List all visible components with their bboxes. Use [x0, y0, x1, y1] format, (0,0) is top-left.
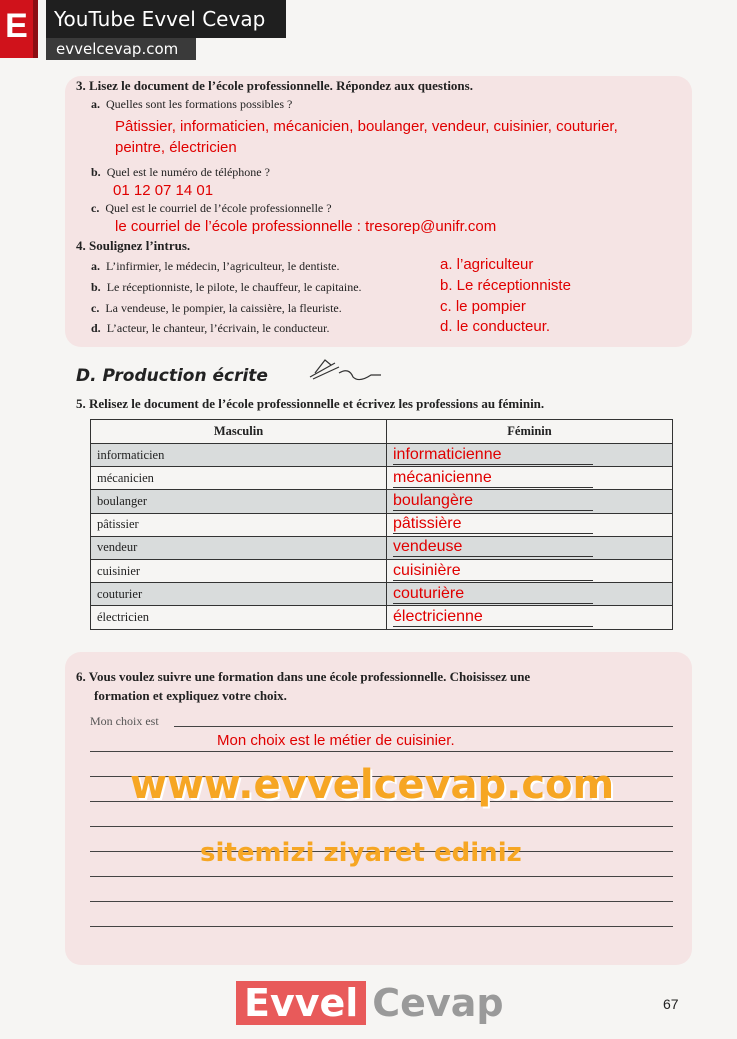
feminin — [387, 583, 673, 606]
q3c-answer: le courriel de l’école professionnelle : tresorep@unifr.com — [115, 218, 497, 235]
site-banner: evvelcevap.com — [46, 38, 196, 60]
text: La vendeuse, le pompier, la caissière, la fleuriste. — [105, 301, 342, 315]
label: b. — [91, 280, 101, 294]
feminin — [387, 606, 673, 629]
feminin — [387, 559, 673, 582]
answer: couturière — [393, 585, 593, 604]
text: Le réceptionniste, le pilote, le chauffeur, le capitaine. — [106, 280, 362, 294]
logo-evvel: Evvel — [236, 981, 366, 1025]
label: a. — [91, 97, 100, 111]
q4-item — [91, 301, 342, 315]
q3a-answer-1: Pâtissier, informaticien, mécanicien, boulanger, vendeur, cuisinier, couturier, — [115, 118, 618, 135]
table-row — [91, 513, 673, 536]
text: L’infirmier, le médecin, l’agriculteur, le dentiste. — [106, 259, 340, 273]
q3a-answer-2: peintre, électricien — [115, 139, 237, 156]
watermark: www.evvelcevap.com — [130, 762, 615, 808]
answer: mécanicienne — [393, 469, 593, 488]
masculin: cuisinier — [91, 559, 387, 582]
writing-line — [174, 726, 673, 727]
q3b — [91, 165, 270, 179]
masculin: boulanger — [91, 490, 387, 513]
q4-answer: c. le pompier — [440, 298, 526, 315]
header-feminin: Féminin — [387, 420, 673, 444]
q4-answer: d. le conducteur. — [440, 318, 551, 335]
table-row — [91, 606, 673, 629]
label: d. — [91, 321, 101, 335]
label: a. — [91, 259, 100, 273]
table-row — [91, 490, 673, 513]
masculin: électricien — [91, 606, 387, 629]
q3a — [91, 97, 292, 111]
brand-logo: E — [0, 0, 38, 58]
writing-line — [90, 826, 673, 827]
text: L’acteur, le chanteur, l’écrivain, le conducteur. — [106, 321, 330, 335]
label: c. — [91, 301, 100, 315]
footer-logo — [236, 980, 504, 1026]
q5-title: 5. Relisez le document de l’école professionnelle et écrivez les professions au féminin. — [76, 396, 545, 411]
question: Quel est le numéro de téléphone ? — [106, 165, 270, 179]
q3c — [91, 201, 332, 215]
writing-line — [90, 901, 673, 902]
table-row — [91, 583, 673, 606]
writing-line — [90, 876, 673, 877]
answer: cuisinière — [393, 562, 593, 581]
feminin — [387, 513, 673, 536]
feminin — [387, 444, 673, 467]
feminin — [387, 536, 673, 559]
q3b-answer: 01 12 07 14 01 — [113, 182, 214, 199]
writing-line — [90, 926, 673, 927]
answer: vendeuse — [393, 538, 593, 557]
q4-item — [91, 259, 340, 273]
masculin: couturier — [91, 583, 387, 606]
answer: informaticienne — [393, 446, 593, 465]
channel-banner: YouTube Evvel Cevap — [46, 0, 286, 38]
table-row — [91, 444, 673, 467]
table-row — [91, 559, 673, 582]
answer: électricienne — [393, 608, 593, 627]
label: c. — [91, 201, 100, 215]
q4-answer: b. Le réceptionniste — [440, 277, 571, 294]
masculin: pâtissier — [91, 513, 387, 536]
q6-title-2: formation et expliquez votre choix. — [94, 688, 287, 703]
table-row — [91, 536, 673, 559]
table-row — [91, 467, 673, 490]
q4-answer: a. l’agriculteur — [440, 256, 534, 273]
logo-cevap: Cevap — [372, 981, 504, 1025]
q4-item — [91, 280, 362, 294]
q4-title: 4. Soulignez l’intrus. — [76, 238, 191, 253]
answer: boulangère — [393, 492, 593, 511]
question: Quel est le courriel de l’école professionnelle ? — [105, 201, 332, 215]
watermark-sub: sitemizi ziyaret ediniz — [200, 838, 522, 868]
masculin: vendeur — [91, 536, 387, 559]
feminin — [387, 467, 673, 490]
header-masculin: Masculin — [91, 420, 387, 444]
answer: pâtissière — [393, 515, 593, 534]
feminine-table — [90, 419, 673, 630]
writing-hand-icon — [305, 355, 383, 385]
masculin: mécanicien — [91, 467, 387, 490]
masculin: informaticien — [91, 444, 387, 467]
prompt: Mon choix est — [90, 714, 159, 728]
q3-title: 3. Lisez le document de l’école professionnelle. Répondez aux questions. — [76, 78, 473, 93]
q6-answer: Mon choix est le métier de cuisinier. — [217, 732, 455, 749]
q4-item — [91, 321, 330, 335]
q6-title: 6. Vous voulez suivre une formation dans une école professionnelle. Choisissez une — [76, 669, 531, 684]
section-title: D. Production écrite — [76, 366, 268, 386]
label: b. — [91, 165, 101, 179]
question: Quelles sont les formations possibles ? — [106, 97, 293, 111]
feminin — [387, 490, 673, 513]
page-number: 67 — [663, 996, 679, 1012]
writing-line — [90, 751, 673, 752]
